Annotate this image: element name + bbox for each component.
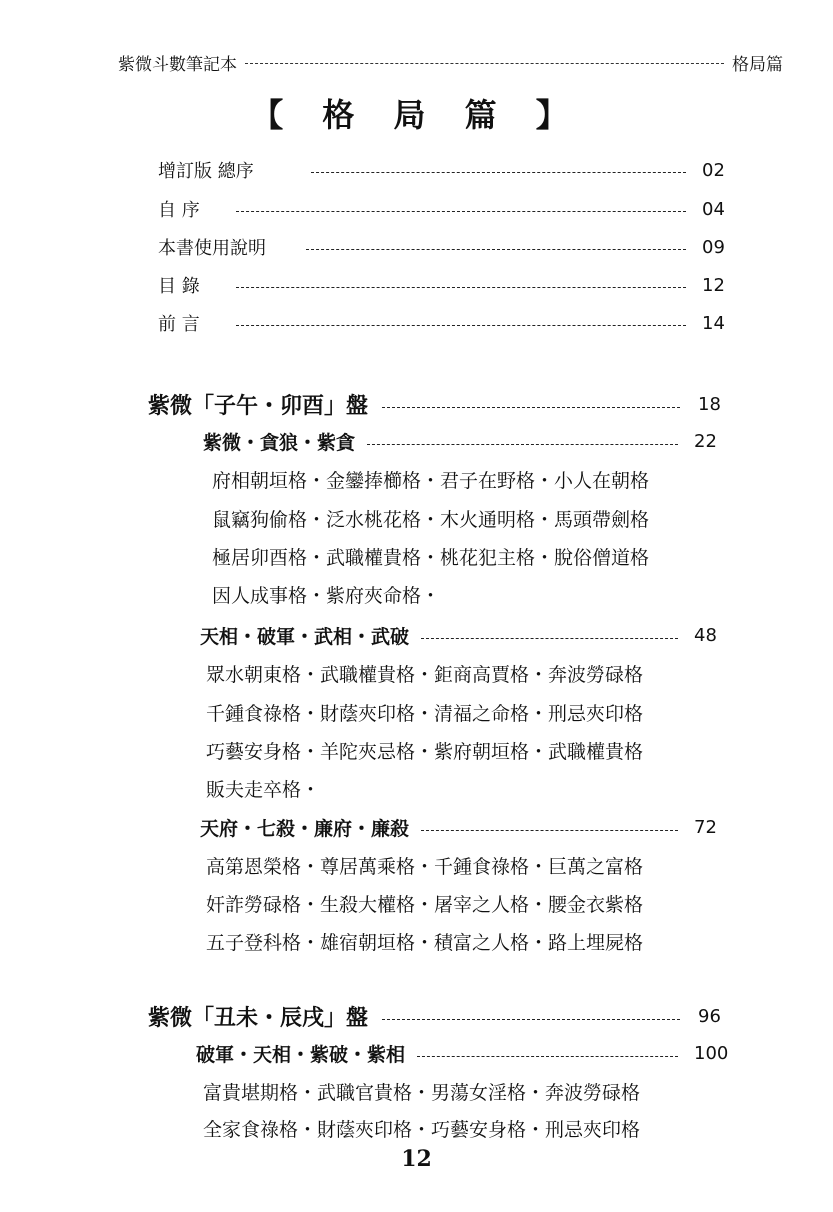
pattern-list-line: 巧藝安身格・羊陀夾忌格・紫府朝垣格・武職權貴格 (206, 741, 644, 763)
pattern-list-line: 千鍾食祿格・財蔭夾印格・清福之命格・刑忌夾印格 (206, 703, 644, 725)
toc-entry[interactable] (158, 234, 728, 260)
toc-subsection[interactable] (200, 622, 728, 649)
toc-entry[interactable] (158, 272, 728, 298)
toc-subsection-title: 天府・七殺・廉府・廉殺 (200, 818, 410, 840)
toc-entry-label: 自 序 (158, 200, 200, 221)
toc-section-title: 紫微「丑未・辰戌」盤 (148, 1006, 369, 1031)
toc-leader (382, 1019, 680, 1020)
pattern-list-line: 富貴堪期格・武職官貴格・男蕩女淫格・奔波勞碌格 (203, 1082, 641, 1104)
toc-subsection-page: 22 (694, 431, 717, 452)
toc-entry-page: 09 (702, 236, 725, 258)
header-leader (245, 63, 724, 64)
toc-leader (236, 287, 686, 288)
pattern-list-line: 極居卯酉格・武職權貴格・桃花犯主格・脫俗僧道格 (212, 547, 650, 569)
toc-entry-label: 本書使用說明 (158, 238, 266, 259)
toc-subsection-title: 紫微・貪狼・紫貪 (203, 432, 356, 454)
pattern-list-line: 府相朝垣格・金鑾捧櫛格・君子在野格・小人在朝格 (212, 470, 650, 492)
toc-section[interactable] (148, 1001, 728, 1032)
header-chapter-title: 格局篇 (732, 54, 783, 75)
toc-entry-page: 04 (702, 198, 725, 220)
pattern-list-line: 五子登科格・雄宿朝垣格・積富之人格・路上埋屍格 (206, 932, 644, 954)
running-header (118, 50, 783, 74)
toc-leader (421, 638, 678, 639)
pattern-list-line: 鼠竊狗偷格・泛水桃花格・木火通明格・馬頭帶劍格 (212, 509, 650, 531)
header-book-title: 紫微斗數筆記本 (118, 54, 237, 75)
toc-leader (306, 249, 686, 250)
toc-subsection-title: 破軍・天相・紫破・紫相 (196, 1044, 406, 1066)
toc-entry-label: 目 錄 (158, 276, 200, 297)
toc-subsection-page: 48 (694, 625, 717, 646)
toc-entry[interactable] (158, 310, 728, 336)
toc-subsection[interactable] (203, 428, 728, 455)
toc-leader (417, 1056, 678, 1057)
toc-entry-label: 增訂版 總序 (158, 161, 254, 182)
pattern-list-line: 因人成事格・紫府夾命格・ (212, 585, 441, 607)
toc-leader (236, 325, 686, 326)
pattern-list-line: 眾水朝東格・武職權貴格・鉅商高賈格・奔波勞碌格 (206, 664, 644, 686)
toc-leader (236, 211, 686, 212)
page-title: 【 格 局 篇 】 (251, 96, 582, 134)
toc-section[interactable] (148, 389, 728, 420)
toc-entry[interactable] (158, 157, 728, 183)
toc-entry-page: 14 (702, 312, 725, 334)
toc-subsection-title: 天相・破軍・武相・武破 (200, 626, 410, 648)
toc-leader (421, 830, 678, 831)
toc-leader (311, 172, 686, 173)
toc-subsection[interactable] (200, 814, 728, 841)
pattern-list-line: 高第恩榮格・尊居萬乘格・千鍾食祿格・巨萬之富格 (206, 856, 644, 878)
toc-subsection-page: 100 (694, 1043, 729, 1064)
page-number: 12 (401, 1146, 432, 1172)
toc-entry[interactable] (158, 196, 728, 222)
pattern-list-line: 全家食祿格・財蔭夾印格・巧藝安身格・刑忌夾印格 (203, 1119, 641, 1141)
toc-entry-label: 前 言 (158, 314, 200, 335)
toc-leader (382, 407, 680, 408)
pattern-list-line: 販夫走卒格・ (206, 779, 321, 801)
toc-subsection[interactable] (196, 1040, 728, 1067)
toc-subsection-page: 72 (694, 817, 717, 838)
toc-entry-page: 02 (702, 159, 725, 181)
toc-section-page: 18 (698, 394, 721, 415)
toc-section-page: 96 (698, 1006, 721, 1027)
toc-section-title: 紫微「子午・卯酉」盤 (148, 394, 369, 419)
pattern-list-line: 奸詐勞碌格・生殺大權格・屠宰之人格・腰金衣紫格 (206, 894, 644, 916)
toc-entry-page: 12 (702, 274, 725, 296)
toc-leader (367, 444, 678, 445)
